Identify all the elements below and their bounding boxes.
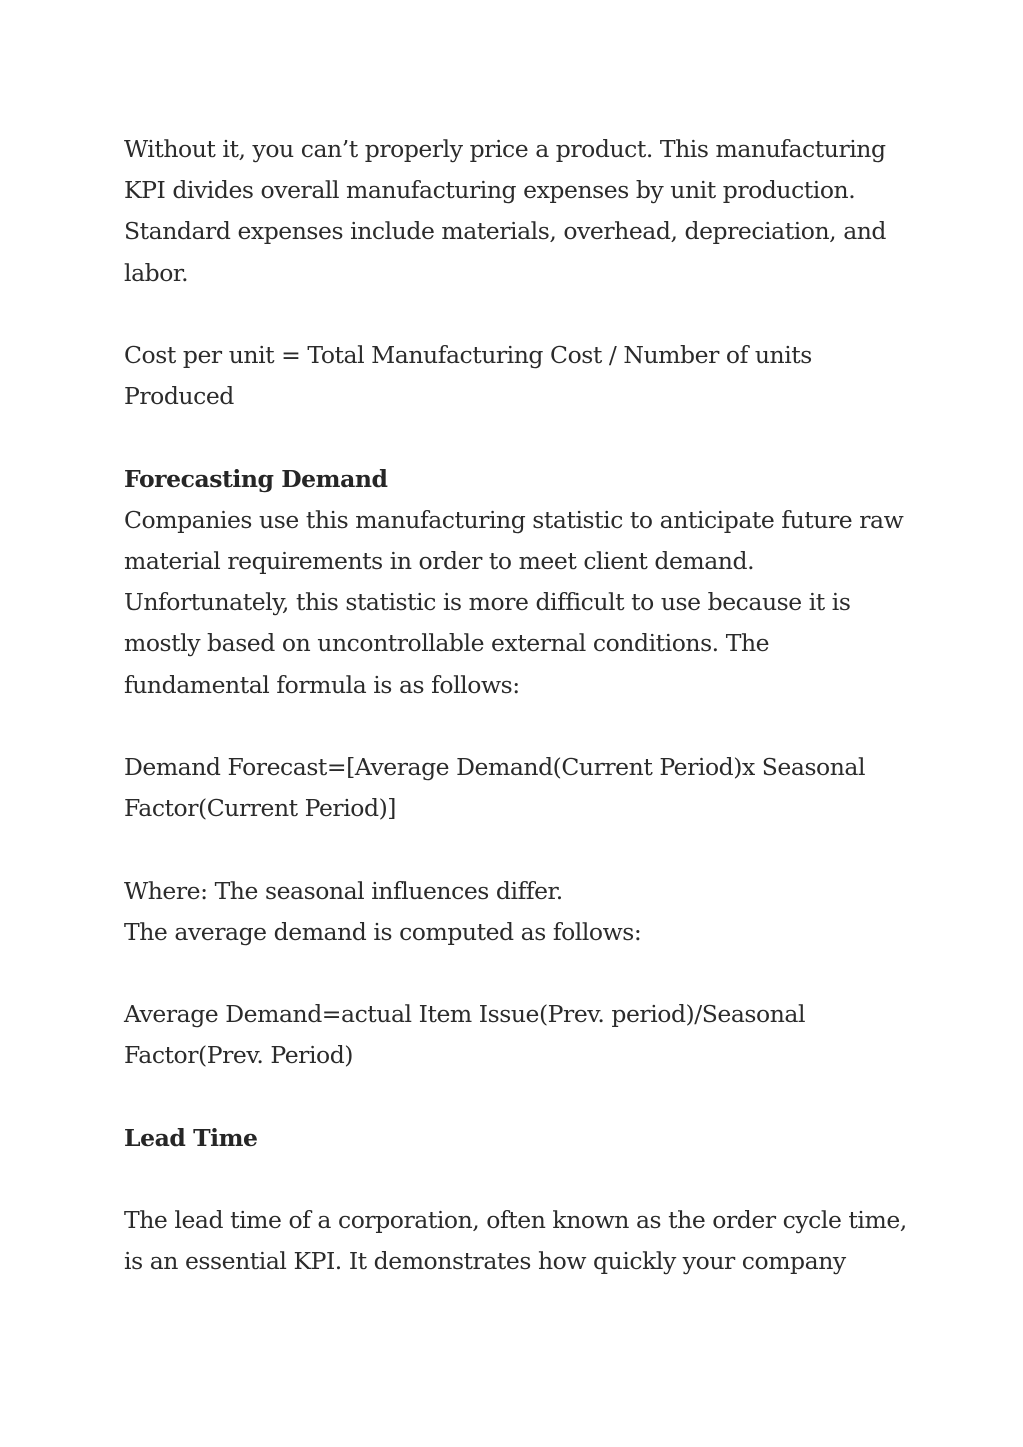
demand-forecast-formula: Demand Forecast=[Average Demand(Current Period)x Seasonal Factor(Current Period)] [124,753,866,823]
document-page [124,129,914,1283]
lead-time-paragraph: The lead time of a corporation, often known as the order cycle time, is an essential KPI. It demonstrates how quickly your company [124,1206,907,1276]
forecasting-demand-paragraph: Companies use this manufacturing statistic to anticipate future raw material requirements in order to meet client demand. Unfortunately, this statistic is more difficult to use because it is mostly based on uncontrollable external conditions. The fundamental formula is as follows: [124,505,904,699]
spacer [124,294,914,335]
spacer [124,417,914,458]
spacer [124,953,914,994]
spacer [124,1159,914,1200]
spacer [124,829,914,870]
where-paragraph: Where: The seasonal influences differ. The average demand is computed as follows: [124,876,642,946]
intro-paragraph: Without it, you can’t properly price a product. This manufacturing KPI divides overall manufacturing expenses by unit production. Standard expenses include materials, overhead, depreciation, and labor. [124,135,887,287]
average-demand-formula: Average Demand=actual Item Issue(Prev. period)/Seasonal Factor(Prev. Period) [124,1000,806,1070]
lead-time-heading: Lead Time [124,1123,258,1152]
spacer [124,706,914,747]
cost-per-unit-formula: Cost per unit = Total Manufacturing Cost / Number of units Produced [124,341,812,411]
forecasting-demand-heading: Forecasting Demand [124,464,388,493]
spacer [124,1077,914,1118]
